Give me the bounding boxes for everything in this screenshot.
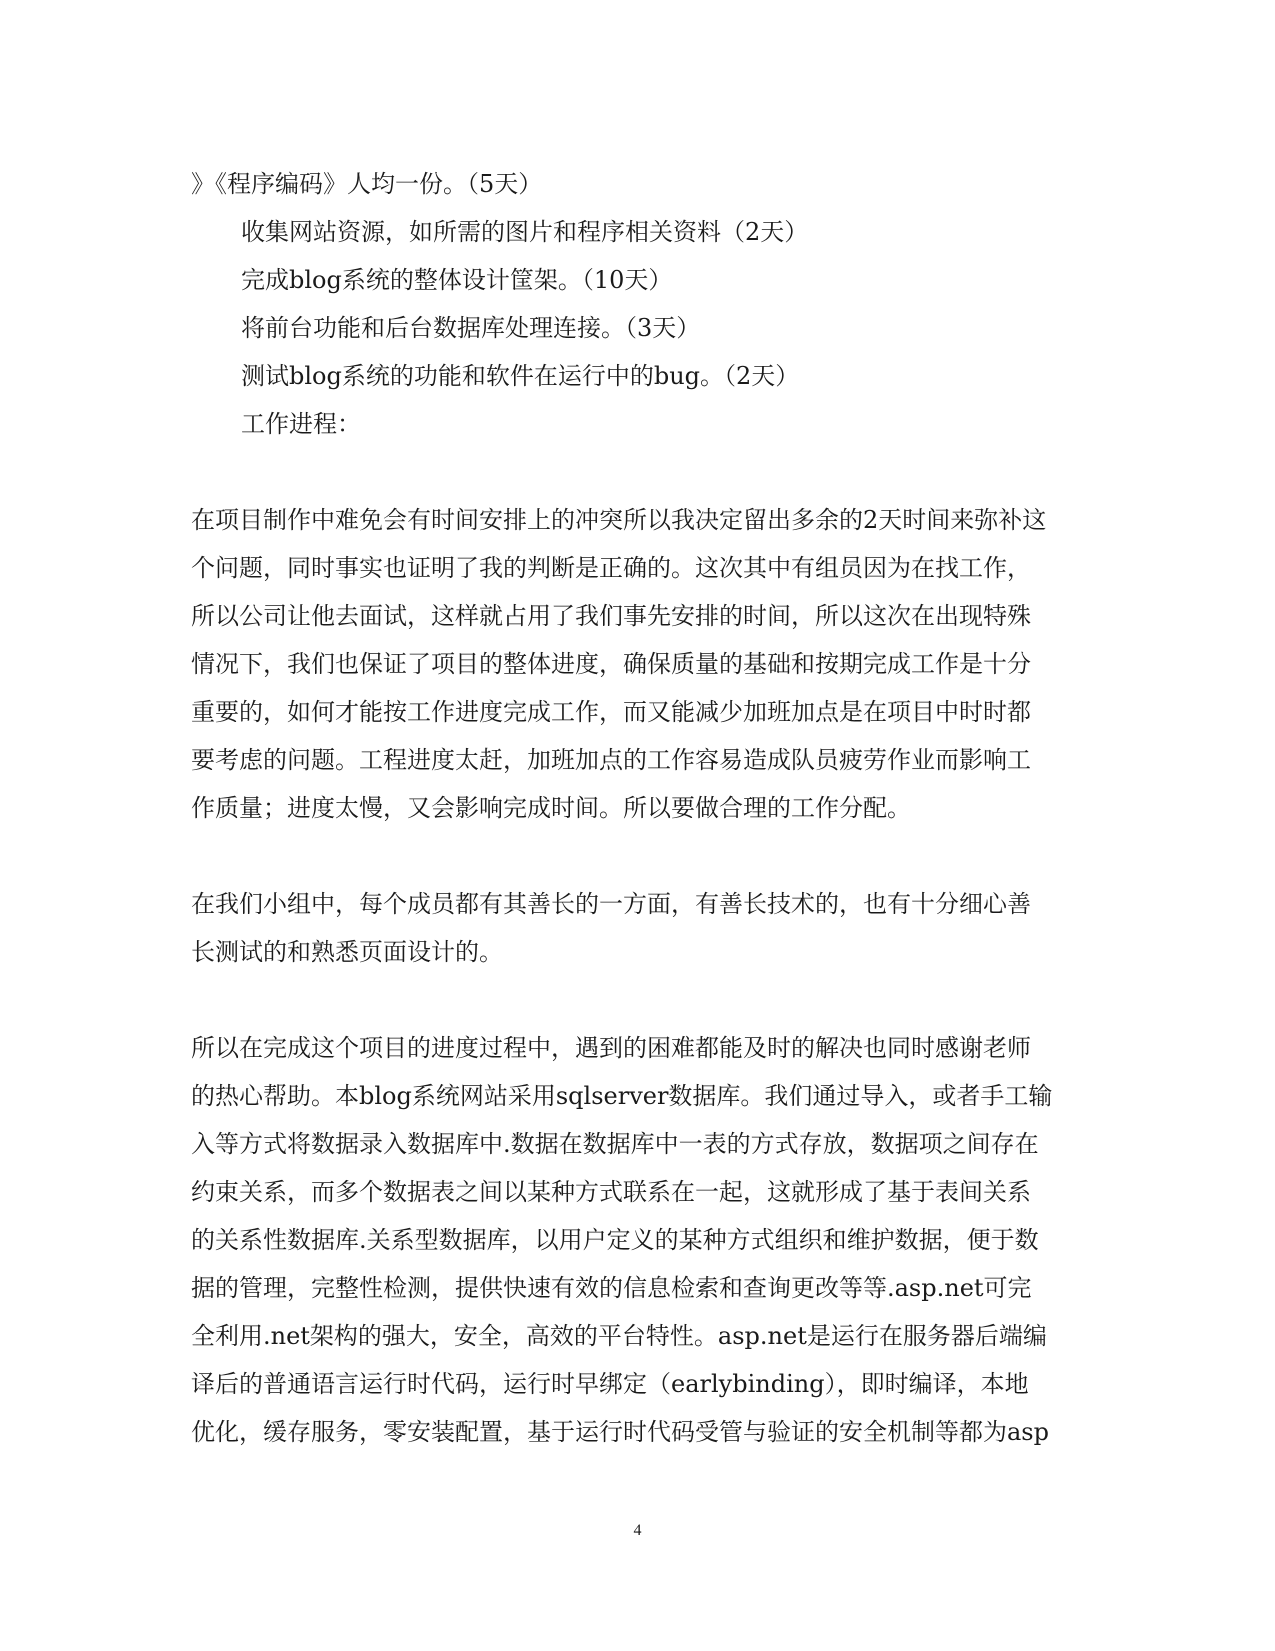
text-line: 作质量；进度太慢，又会影响完成时间。所以要做合理的工作分配。: [191, 794, 911, 822]
text-line: 所以公司让他去面试，这样就占用了我们事先安排的时间，所以这次在出现特殊: [191, 602, 1031, 630]
text-line: 据的管理，完整性检测，提供快速有效的信息检索和查询更改等等.asp.net可完: [191, 1274, 1032, 1302]
paragraph-technology: [191, 1024, 1081, 1456]
task-line: 完成blog系统的整体设计筐架。（10天）: [241, 266, 673, 294]
text-line: 约束关系，而多个数据表之间以某种方式联系在一起，这就形成了基于表间关系: [191, 1178, 1031, 1206]
page-content: [191, 160, 1081, 1456]
text-line: 重要的，如何才能按工作进度完成工作，而又能减少加班加点是在项目中时时都: [191, 698, 1031, 726]
text-line: 》《程序编码》人均一份。（5天）: [191, 170, 543, 198]
text-line: 所以在完成这个项目的进度过程中，遇到的困难都能及时的解决也同时感谢老师: [191, 1034, 1031, 1062]
task-list: [191, 208, 1081, 448]
task-line: 将前台功能和后台数据库处理连接。（3天）: [241, 314, 701, 342]
text-line: 的热心帮助。本blog系统网站采用sqlserver数据库。我们通过导入，或者手工输: [191, 1082, 1053, 1110]
paragraph-schedule: [191, 496, 1081, 832]
text-line: 要考虑的问题。工程进度太赶，加班加点的工作容易造成队员疲劳作业而影响工: [191, 746, 1031, 774]
text-line: 优化，缓存服务，零安装配置，基于运行时代码受管与验证的安全机制等都为asp: [191, 1418, 1049, 1446]
text-line: 入等方式将数据录入数据库中.数据在数据库中一表的方式存放，数据项之间存在: [191, 1130, 1039, 1158]
text-line: 在项目制作中难免会有时间安排上的冲突所以我决定留出多余的2天时间来弥补这: [191, 506, 1047, 534]
task-line: 测试blog系统的功能和软件在运行中的bug。（2天）: [241, 362, 800, 390]
task-line: 收集网站资源，如所需的图片和程序相关资料（2天）: [241, 218, 809, 246]
text-line: 在我们小组中，每个成员都有其善长的一方面，有善长技术的，也有十分细心善: [191, 890, 1031, 918]
text-line: 长测试的和熟悉页面设计的。: [191, 938, 503, 966]
section-heading: 工作进程：: [241, 410, 361, 438]
paragraph-team: [191, 880, 1081, 976]
text-line: 的关系性数据库.关系型数据库，以用户定义的某种方式组织和维护数据，便于数: [191, 1226, 1039, 1254]
text-line: 情况下，我们也保证了项目的整体进度，确保质量的基础和按期完成工作是十分: [191, 650, 1031, 678]
text-line: 全利用.net架构的强大，安全，高效的平台特性。asp.net是运行在服务器后端编: [191, 1322, 1047, 1350]
text-line: 译后的普通语言运行时代码，运行时早绑定（earlybinding），即时编译，本地: [191, 1370, 1029, 1398]
text-line: 个问题，同时事实也证明了我的判断是正确的。这次其中有组员因为在找工作，: [191, 554, 1031, 582]
page-number: 4: [633, 1522, 642, 1539]
